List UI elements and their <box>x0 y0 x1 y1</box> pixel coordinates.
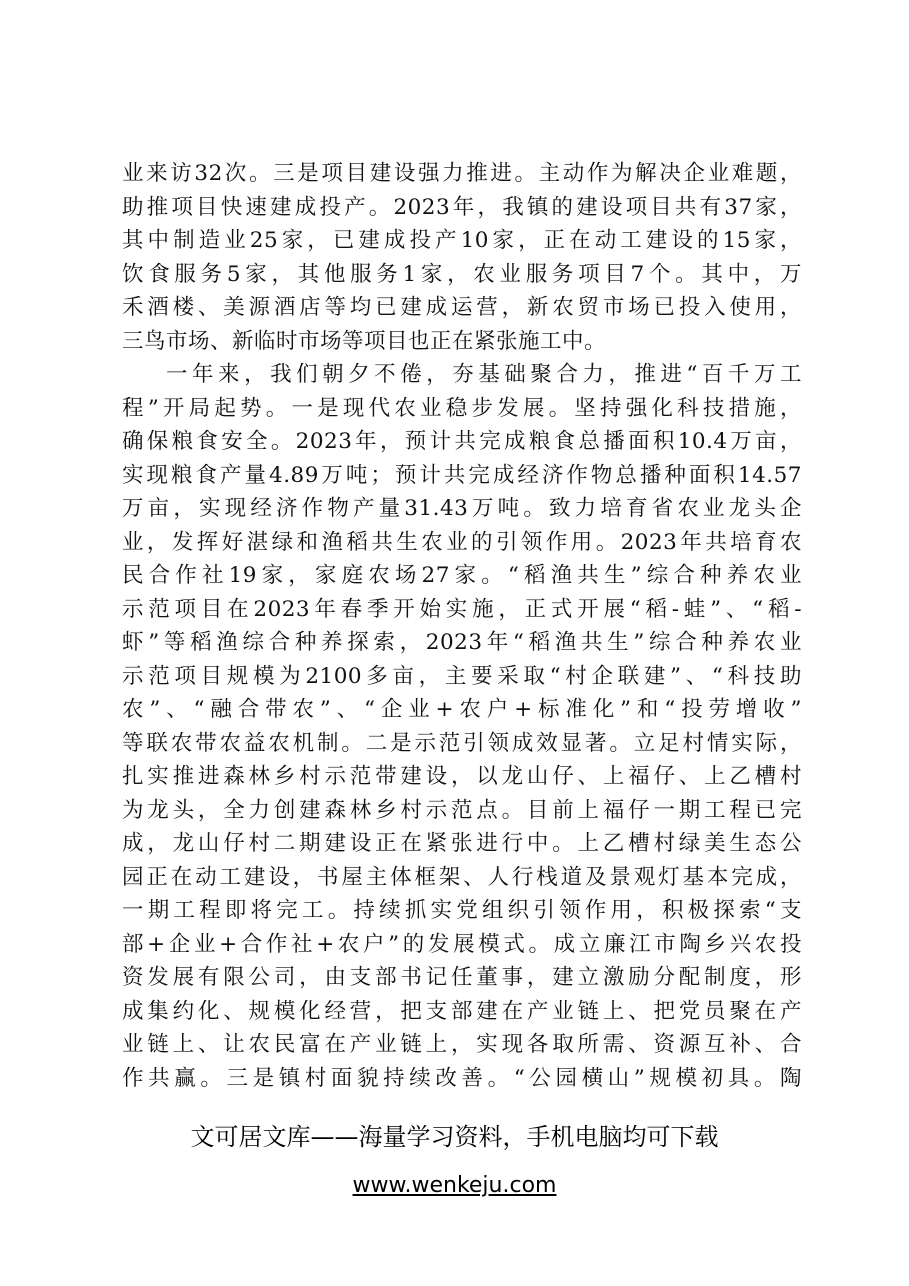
footer-website-link[interactable]: www.wenkeju.com <box>352 1173 557 1198</box>
text-line: 业，发挥好湛绿和渔稻共生农业的引领作用。2023年共培育农 <box>122 529 802 555</box>
text-line: 农”、“融合带农”、“企业+农户+标准化”和“投劳增收” <box>122 697 802 722</box>
text-line: 业来访32次。三是项目建设强力推进。主动作为解决企业难题， <box>122 161 802 186</box>
text-line: 成，龙山仔村二期建设正在紧张进行中。上乙槽村绿美生态公 <box>122 831 802 856</box>
text-line: 确保粮食安全。2023年，预计共完成粮食总播面积10.4万亩， <box>122 429 802 454</box>
text-line: 助推项目快速建成投产。2023年，我镇的建设项目共有37家， <box>122 194 802 220</box>
text-line: 资发展有限公司，由支部书记任董事，建立激励分配制度，形 <box>122 965 802 990</box>
document-body <box>122 157 802 1095</box>
text-line: 部+企业+合作社+农户”的发展模式。成立廉江市陶乡兴农投 <box>122 931 802 957</box>
text-line: 其中制造业25家，已建成投产10家，正在动工建设的15家， <box>122 228 802 253</box>
text-line: 为龙头，全力创建森林乡村示范点。目前上福仔一期工程已完 <box>122 797 802 823</box>
text-line: 虾”等稻渔综合种养探索，2023年“稻渔共生”综合种养农业 <box>122 630 802 655</box>
text-line: 扎实推进森林乡村示范带建设，以龙山仔、上福仔、上乙槽村 <box>122 764 802 789</box>
text-line: 示范项目在2023年春季开始实施，正式开展“稻-蛙”、“稻- <box>122 596 802 622</box>
text-line: 禾酒楼、美源酒店等均已建成运营，新农贸市场已投入使用， <box>122 295 802 320</box>
text-line: 等联农带农益农机制。二是示范引领成效显著。立足村情实际， <box>122 730 802 756</box>
text-line: 程”开局起势。一是现代农业稳步发展。坚持强化科技措施， <box>122 395 802 421</box>
text-line: 饮食服务5家，其他服务1家，农业服务项目7个。其中，万 <box>122 261 802 287</box>
text-line: 作共赢。三是镇村面貌持续改善。“公园横山”规模初具。陶 <box>122 1065 802 1091</box>
text-line: 园正在动工建设，书屋主体框架、人行栈道及景观灯基本完成， <box>122 864 802 890</box>
footer-banner-title: 文可居文库——海量学习资料，手机电脑均可下载 <box>190 1123 719 1151</box>
text-line: 三鸟市场、新临时市场等项目也正在紧张施工中。 <box>122 328 607 354</box>
text-line: 示范项目规模为2100多亩，主要采取“村企联建”、“科技助 <box>122 663 802 689</box>
text-line: 实现粮食产量4.89万吨；预计共完成经济作物总播种面积14.57 <box>122 462 802 488</box>
text-line: 业链上、让农民富在产业链上，实现各取所需、资源互补、合 <box>122 1032 802 1057</box>
text-line: 万亩，实现经济作物产量31.43万吨。致力培育省农业龙头企 <box>122 496 802 521</box>
paragraph-start-line: 一年来，我们朝夕不倦，夯基础聚合力，推进“百千万工 <box>166 362 802 387</box>
text-line: 成集约化、规模化经营，把支部建在产业链上、把党员聚在产 <box>122 998 802 1024</box>
text-line: 一期工程即将完工。持续抓实党组织引领作用，积极探索“支 <box>122 898 802 923</box>
text-line: 民合作社19家，家庭农场27家。“稻渔共生”综合种养农业 <box>122 563 802 588</box>
